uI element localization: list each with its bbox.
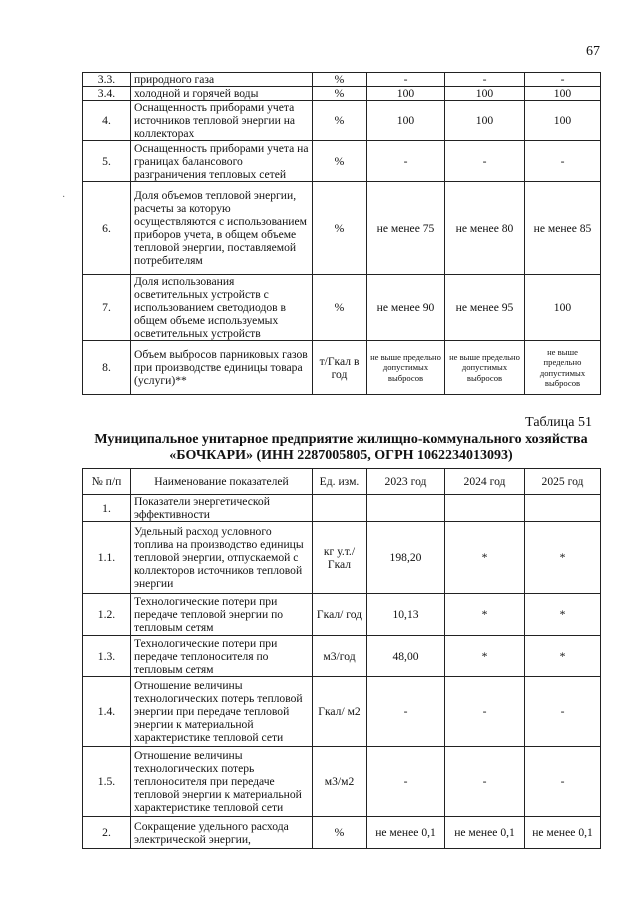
row-number: 3.3. [83,73,131,87]
indicator-name: Отношение величины технологических потерь тепловой энергии при передаче тепловой энергии к материальной характеристике тепловой сети [131,677,313,747]
table-row [83,341,601,395]
indicator-name: Технологические потери при передаче тепловой энергии по тепловым сетям [131,594,313,636]
unit: % [313,101,367,141]
enterprise-indicators-table [82,468,601,849]
row-number: 7. [83,275,131,341]
value-2023: - [367,677,445,747]
row-number: 1.2. [83,594,131,636]
value-2025: не менее 0,1 [525,817,601,849]
value-2025 [525,495,601,522]
table-row [83,182,601,275]
indicator-name: холодной и горячей воды [131,87,313,101]
value-2025: - [525,141,601,182]
value-2025: * [525,522,601,594]
value-2023: не выше предельно допустимых выбросов [367,341,445,395]
indicator-name: Доля объемов тепловой энергии, расчеты за которую осуществляются с использованием приборов учета, в общем объеме тепловой энергии, поставляемой потребителям [131,182,313,275]
value-2023: 10,13 [367,594,445,636]
table-row [83,636,601,677]
table-label: Таблица 51 [525,415,592,430]
unit: т/Гкал в год [313,341,367,395]
value-2025: 100 [525,101,601,141]
table-row [83,817,601,849]
unit: % [313,73,367,87]
row-number: 1. [83,495,131,522]
indicator-name: Объем выбросов парниковых газов при производстве единицы товара (услуги)** [131,341,313,395]
header-2025: 2025 год [525,469,601,495]
value-2025: - [525,747,601,817]
value-2024: - [445,677,525,747]
value-2023: 48,00 [367,636,445,677]
row-number: 5. [83,141,131,182]
header-2023: 2023 год [367,469,445,495]
value-2024: * [445,522,525,594]
indicator-name: Оснащенность приборами учета на границах балансового разграничения тепловых сетей [131,141,313,182]
value-2024: * [445,594,525,636]
value-2024: не менее 0,1 [445,817,525,849]
indicator-name: Показатели энергетической эффективности [131,495,313,522]
table-row [83,87,601,101]
value-2024: - [445,747,525,817]
unit: кг у.т./ Гкал [313,522,367,594]
unit: % [313,141,367,182]
value-2023: не менее 0,1 [367,817,445,849]
row-number: 4. [83,101,131,141]
table-row [83,73,601,87]
value-2023: - [367,141,445,182]
value-2023: не менее 75 [367,182,445,275]
row-number: 2. [83,817,131,849]
value-2023: 100 [367,101,445,141]
value-2023: - [367,747,445,817]
value-2024: не менее 80 [445,182,525,275]
indicator-name: Доля использования осветительных устройств с использованием светодиодов в общем объеме используемых осветительных устройств [131,275,313,341]
row-number: 1.4. [83,677,131,747]
table-title: Муниципальное унитарное предприятие жилищно-коммунального хозяйства «БОЧКАРИ» (ИНН 2287005805, ОГРН 1062234013093) [94,432,588,463]
value-2023: - [367,73,445,87]
value-2025: * [525,636,601,677]
table-row [83,677,601,747]
row-number: 1.3. [83,636,131,677]
row-number: 3.4. [83,87,131,101]
page-number: 67 [586,44,600,59]
header-num: № п/п [83,469,131,495]
unit: % [313,275,367,341]
value-2025: 100 [525,275,601,341]
value-2025: 100 [525,87,601,101]
value-2024: 100 [445,87,525,101]
header-name: Наименование показателей [131,469,313,495]
indicator-name: природного газа [131,73,313,87]
value-2023 [367,495,445,522]
value-2024: не менее 95 [445,275,525,341]
indicator-name: Отношение величины технологических потерь теплоносителя при передаче тепловой энергии к материальной характеристике тепловой сети [131,747,313,817]
indicator-name: Удельный расход условного топлива на производство единицы тепловой энергии, отпускаемой с коллекторов источников тепловой энергии [131,522,313,594]
value-2025: не менее 85 [525,182,601,275]
unit: м3/м2 [313,747,367,817]
table-row [83,747,601,817]
unit: Гкал/ год [313,594,367,636]
value-2024: - [445,141,525,182]
row-number: 6. [83,182,131,275]
value-2023: 198,20 [367,522,445,594]
unit: м3/год [313,636,367,677]
value-2024 [445,495,525,522]
indicator-name: Сокращение удельного расхода электрической энергии, [131,817,313,849]
unit: Гкал/ м2 [313,677,367,747]
value-2024: - [445,73,525,87]
indicator-name: Технологические потери при передаче теплоносителя по тепловым сетям [131,636,313,677]
row-number: 1.5. [83,747,131,817]
table-row [83,141,601,182]
value-2024: не выше предельно допустимых выбросов [445,341,525,395]
margin-mark: · [62,192,66,203]
indicators-table-continued [82,72,601,395]
table-row [83,495,601,522]
unit: % [313,182,367,275]
table-row [83,275,601,341]
table-row [83,522,601,594]
value-2025: * [525,594,601,636]
value-2025: - [525,677,601,747]
value-2023: 100 [367,87,445,101]
row-number: 8. [83,341,131,395]
unit: % [313,87,367,101]
table-row [83,594,601,636]
value-2024: * [445,636,525,677]
header-2024: 2024 год [445,469,525,495]
unit: % [313,817,367,849]
unit [313,495,367,522]
header-unit: Ед. изм. [313,469,367,495]
value-2024: 100 [445,101,525,141]
table-header-row [83,469,601,495]
table-row [83,101,601,141]
value-2025: не выше предельно допустимых выбросов [525,341,601,395]
indicator-name: Оснащенность приборами учета источников тепловой энергии на коллекторах [131,101,313,141]
row-number: 1.1. [83,522,131,594]
value-2023: не менее 90 [367,275,445,341]
value-2025: - [525,73,601,87]
